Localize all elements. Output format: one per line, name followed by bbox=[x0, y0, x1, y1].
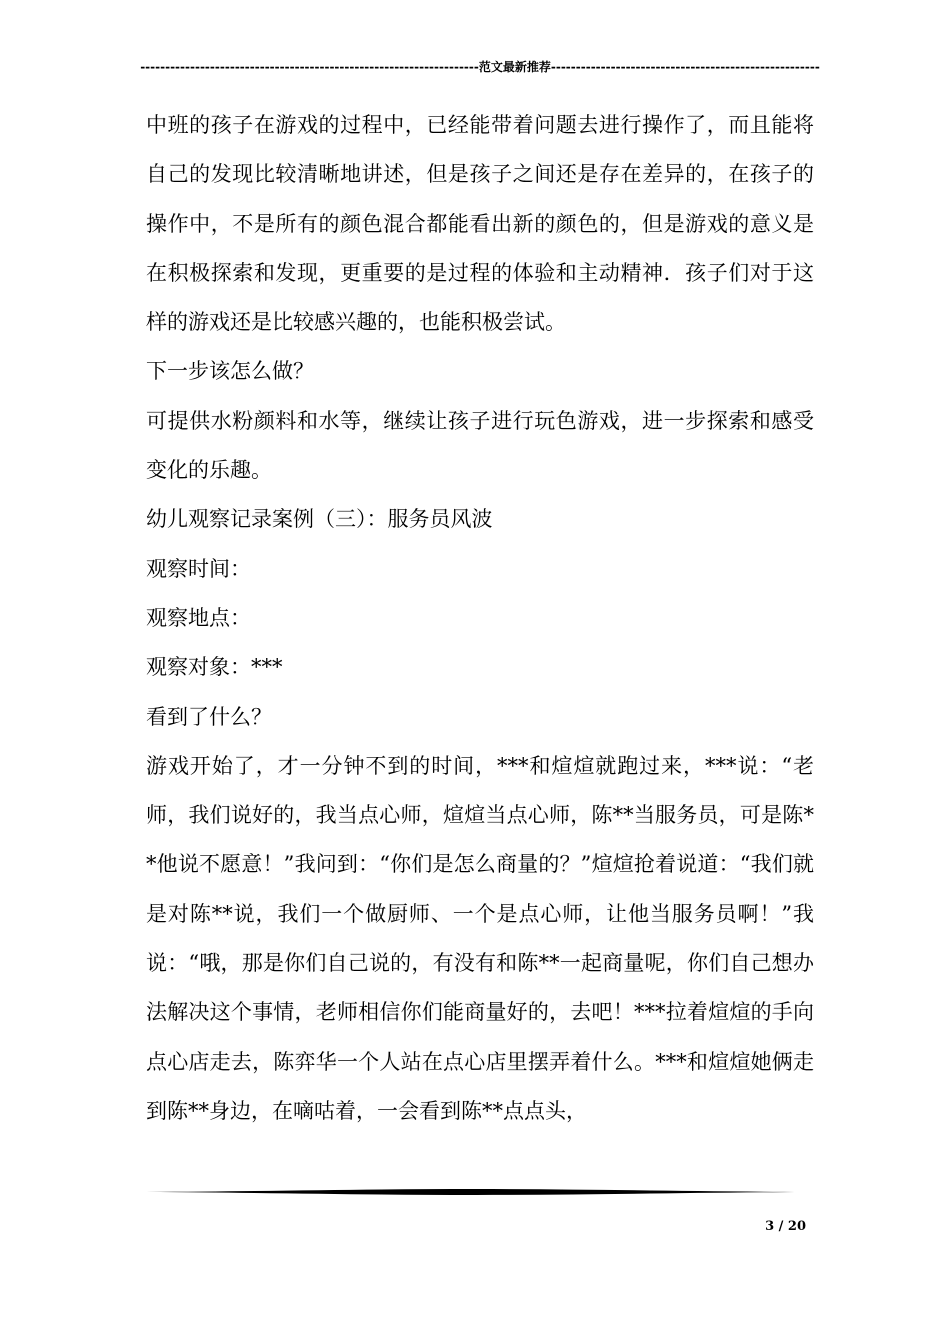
page-number: 3 / 20 bbox=[765, 1219, 806, 1234]
what-was-seen-heading: 看到了什么？ bbox=[146, 704, 272, 729]
footer-divider bbox=[146, 1188, 806, 1196]
observation-location: 观察地点： bbox=[146, 605, 251, 630]
paragraph-next-step-answer: 可提供水粉颜料和水等，继续让孩子进行玩色游戏，进一步探索和感受变化的乐趣。 bbox=[146, 408, 814, 483]
paragraph-next-step-question: 下一步该怎么做？ bbox=[146, 359, 314, 384]
paragraph-observation-narrative: 游戏开始了，才一分钟不到的时间，***和煊煊就跑过来，***说：“老师，我们说好的，我当点心师，煊煊当点心师，陈**当服务员，可是陈**他说不愿意！”我问到：“你们是怎么商量的？”煊煊抢着说道：“我们就是对陈**说，我们一个做厨师、一个是点心师，让他当服务员啊！”我说：“哦，那是你们自己说的，有没有和陈**一起商量呢，你们自己想办法解决这个事情，老师相信你们能商量好的，去吧！***拉着煊煊的手向点心店走去，陈弈华一个人站在点心店里摆弄着什么。***和煊煊她俩走到陈**身边，在嘀咕着，一会看到陈**点点头， bbox=[146, 753, 814, 1123]
section-title: 幼儿观察记录案例（三）：服务员风波 bbox=[146, 507, 493, 532]
observation-subject: 观察对象：*** bbox=[146, 655, 283, 680]
paragraph-summary: 中班的孩子在游戏的过程中，已经能带着问题去进行操作了，而且能将自己的发现比较清晰地讲述，但是孩子之间还是存在差异的，在孩子的操作中，不是所有的颜色混合都能看出新的颜色的，但是游戏的意义是在积极探索和发现，更重要的是过程的体验和主动精神．孩子们对于这样的游戏还是比较感兴趣的，也能积极尝试。 bbox=[146, 113, 814, 335]
body-text bbox=[146, 101, 814, 1136]
page-header: --------------------------------------------------------------------范文最新推荐------------------------------------------------------ bbox=[140, 60, 820, 74]
observation-time: 观察时间： bbox=[146, 556, 251, 581]
